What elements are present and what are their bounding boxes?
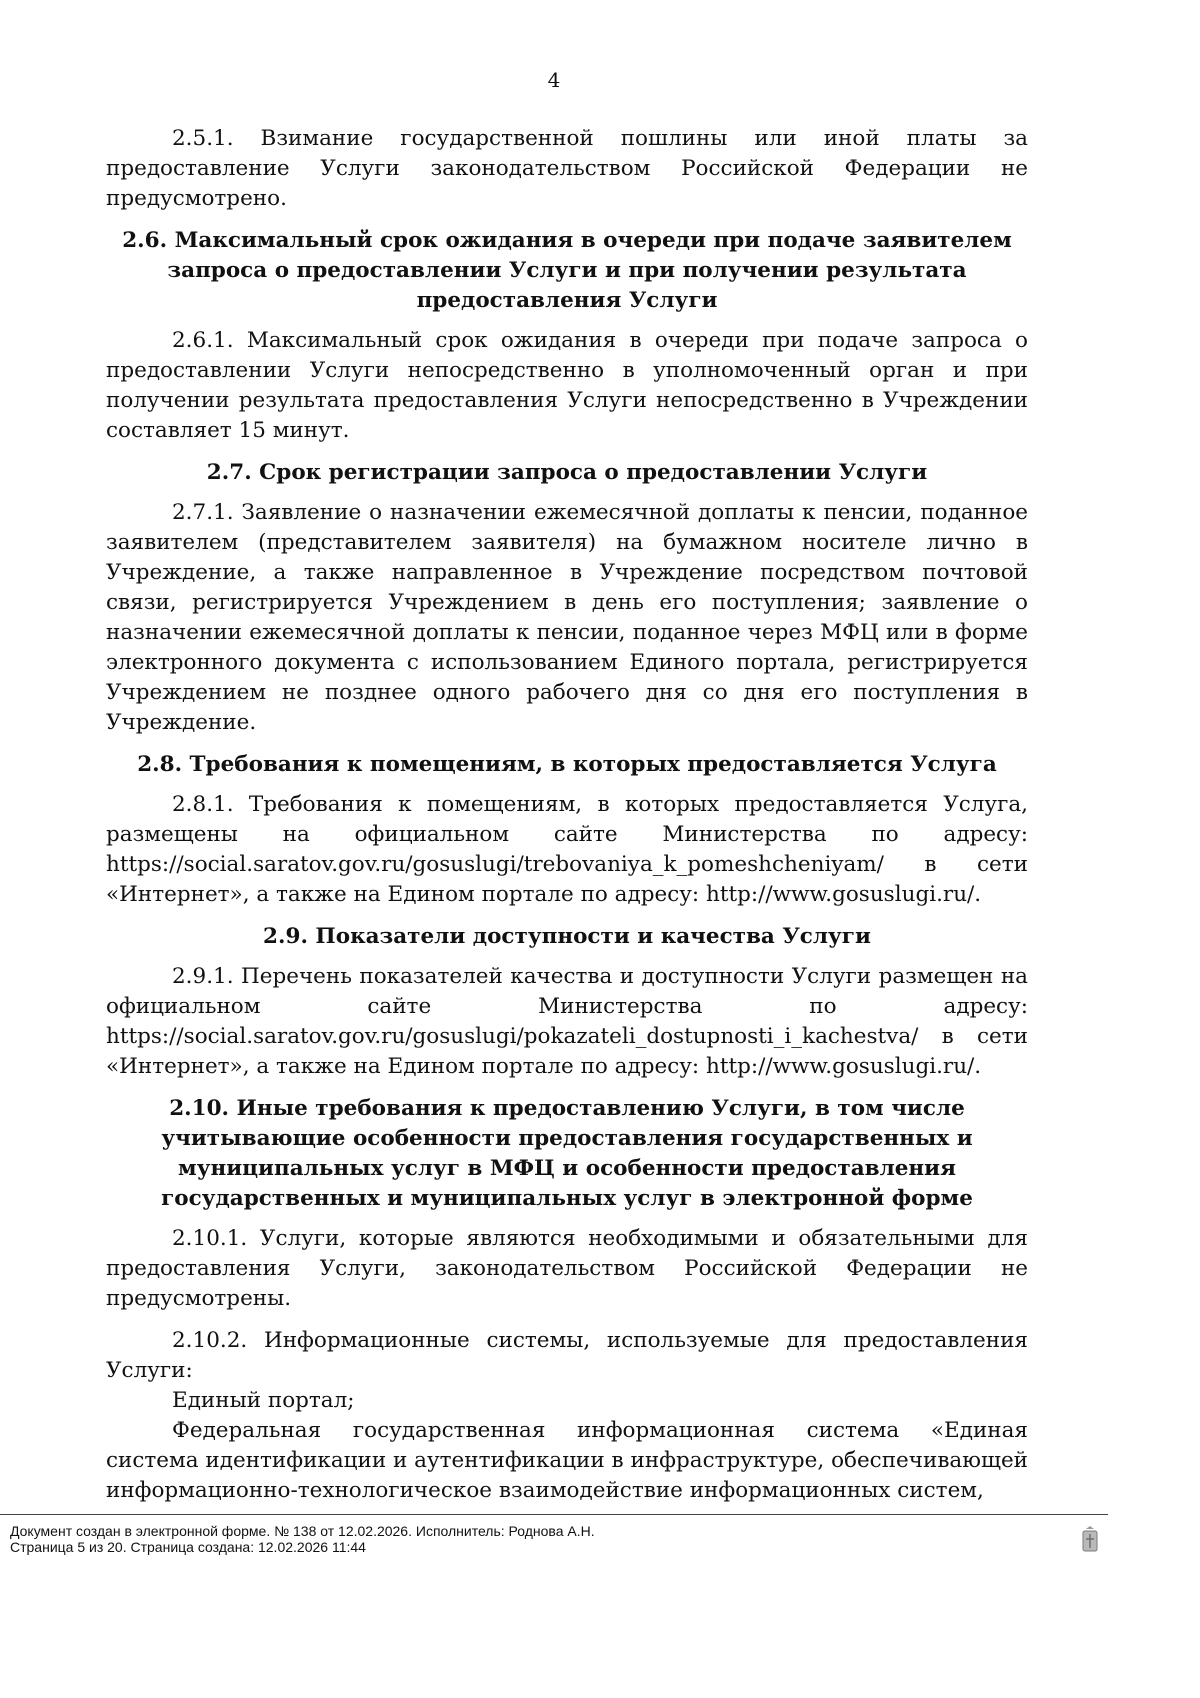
heading-2-6: 2.6. Максимальный срок ожидания в очереди при подаче заявителем запроса о предоставлении Услуги и при получении результата предоставления Услуги [122, 228, 1012, 313]
heading-2-8: 2.8. Требования к помещениям, в которых предоставляется Услуга [137, 752, 997, 777]
paragraph-2-5-1: 2.5.1. Взимание государственной пошлины или иной платы за предоставление Услуги законодательством Российской Федерации не предусмотрено. [106, 126, 1028, 211]
list-item-unified-portal: Единый портал; [172, 1388, 355, 1413]
list-item-esia: Федеральная государственная информационная система «Единая система идентификации и аутентификации в инфраструктуре, обеспечивающей информационно-технологическое взаимодействие информационных систем, [106, 1418, 1028, 1503]
heading-2-9: 2.9. Показатели доступности и качества Услуги [263, 924, 871, 949]
footer-line-1: Документ создан в электронной форме. № 138 от 12.02.2026. Исполнитель: Роднова А.Н. [10, 1523, 595, 1539]
paragraph-2-10-1: 2.10.1. Услуги, которые являются необходимыми и обязательными для предоставления Услуги, законодательством Российской Федерации не предусмотрены. [106, 1226, 1028, 1311]
heading-2-10: 2.10. Иные требования к предоставлению Услуги, в том числе учитывающие особенности предоставления государственных и муниципальных услуг в МФЦ и особенности предоставления государственных и муниципальных услуг в электронной форме [161, 1096, 973, 1211]
footer-line-2: Страница 5 из 20. Страница создана: 12.02.2026 11:44 [10, 1539, 366, 1555]
paragraph-2-8-1: 2.8.1. Требования к помещениям, в которых предоставляется Услуга, размещены на официальном сайте Министерства по адресу: https://social.saratov.gov.ru/gosuslugi/trebovaniya_k_pomeshcheniyam/ в сети «Интернет», а также на Едином портале по адресу: http://www.gosuslugi.ru/. [106, 792, 1028, 907]
document-body [106, 124, 1028, 1506]
page-number: 4 [547, 68, 561, 92]
paragraph-2-10-2: 2.10.2. Информационные системы, используемые для предоставления Услуги: [106, 1328, 1028, 1383]
paragraph-2-7-1: 2.7.1. Заявление о назначении ежемесячной доплаты к пенсии, поданное заявителем (представителем заявителя) на бумажном носителе лично в Учреждение, а также направленное в Учреждение посредством почтовой связи, регистрируется Учреждением в день его поступления; заявление о назначении ежемесячной доплаты к пенсии, поданное через МФЦ или в форме электронного документа с использованием Единого портала, регистрируется Учреждением не позднее одного рабочего дня со дня его поступления в Учреждение. [106, 500, 1028, 735]
footer-text [10, 1523, 595, 1555]
paragraph-2-9-1: 2.9.1. Перечень показателей качества и доступности Услуги размещен на официальном сайте Министерства по адресу: https://social.saratov.gov.ru/gosuslugi/pokazateli_dostupnosti_i_kachestva/ в сети «Интернет», а также на Едином портале по адресу: http://www.gosuslugi.ru/. [106, 964, 1028, 1079]
coat-of-arms-icon [1080, 1525, 1100, 1555]
document-footer [0, 1514, 1108, 1569]
paragraph-2-6-1: 2.6.1. Максимальный срок ожидания в очереди при подаче запроса о предоставлении Услуги непосредственно в уполномоченный орган и при получении результата предоставления Услуги непосредственно в Учреждении составляет 15 минут. [106, 328, 1028, 443]
heading-2-7: 2.7. Срок регистрации запроса о предоставлении Услуги [206, 460, 928, 485]
